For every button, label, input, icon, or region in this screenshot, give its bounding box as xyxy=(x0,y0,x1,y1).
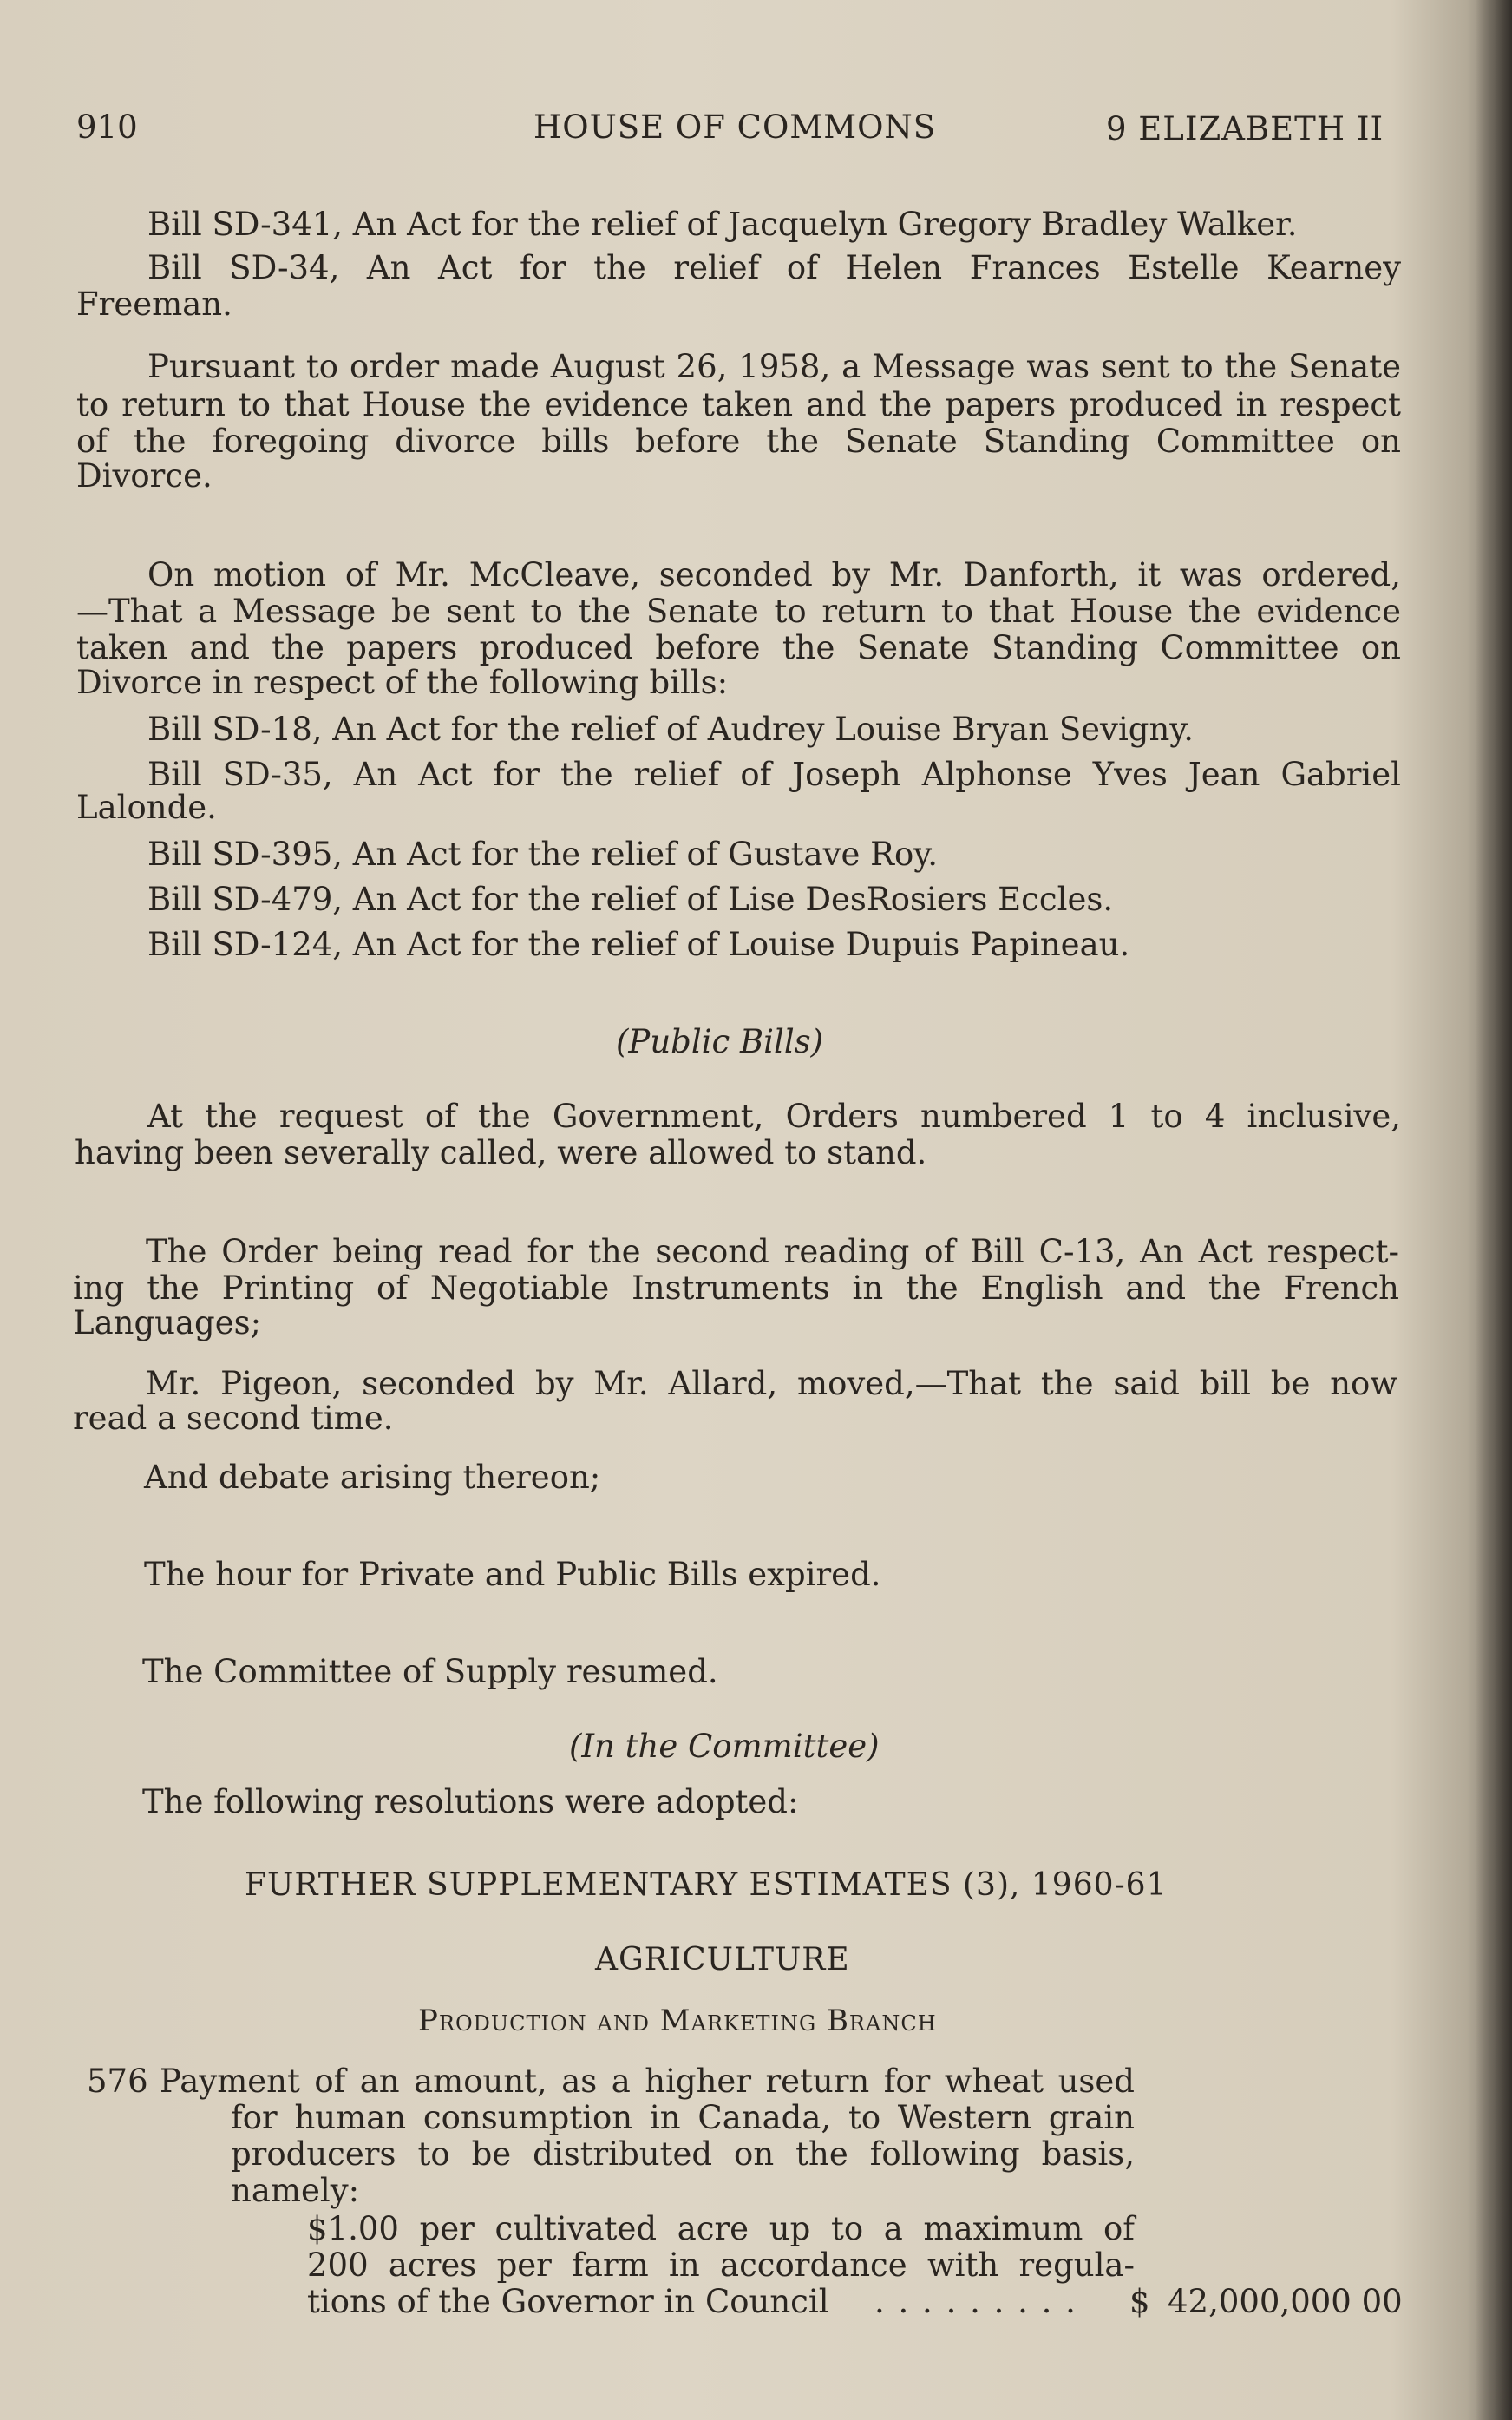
order-line-1: The Order being read for the second reading of Bill C-13, An Act respect- xyxy=(146,1233,1399,1270)
bill-sd-341: Bill SD-341, An Act for the relief of Jacquelyn Gregory Bradley Walker. xyxy=(147,206,1298,243)
committee-resumed-line: The Committee of Supply resumed. xyxy=(142,1653,718,1690)
bill-sd-34: Bill SD-34, An Act for the relief of Helen Frances Estelle Kearney xyxy=(147,249,1401,286)
vote-number: 576 xyxy=(87,2063,148,2100)
bill-sd-18: Bill SD-18, An Act for the relief of Audrey Louise Bryan Sevigny. xyxy=(147,711,1195,748)
vote-sub-line-2: 200 acres per farm in accordance with regula- xyxy=(307,2246,1135,2284)
pursuant-line-4: Divorce. xyxy=(76,457,213,495)
pigeon-line-2: read a second time. xyxy=(73,1400,394,1437)
pigeon-line-1: Mr. Pigeon, seconded by Mr. Allard, moved,—That the said bill be now xyxy=(146,1365,1397,1402)
in-committee-heading: (In the Committee) xyxy=(569,1728,880,1765)
bill-sd-479: Bill SD-479, An Act for the relief of Lise DesRosiers Eccles. xyxy=(147,881,1114,918)
department-heading: AGRICULTURE xyxy=(595,1942,850,1977)
debate-line: And debate arising thereon; xyxy=(144,1459,601,1496)
order-line-3: Languages; xyxy=(73,1304,262,1341)
vote-line-1: Payment of an amount, as a higher return for wheat used xyxy=(160,2063,1135,2100)
dot-leaders: . . . . . . . . . xyxy=(874,2283,1077,2320)
request-line-2: having been severally called, were allowed to stand. xyxy=(75,1134,927,1171)
estimates-heading: FURTHER SUPPLEMENTARY ESTIMATES (3), 1960-61 xyxy=(245,1867,1168,1903)
amount-dollar-sign: $ xyxy=(1129,2283,1150,2320)
pursuant-line-2: to return to that House the evidence taken and the papers produced in respect xyxy=(76,386,1401,423)
public-bills-heading: (Public Bills) xyxy=(616,1023,824,1060)
bill-sd-35: Bill SD-35, An Act for the relief of Joseph Alphonse Yves Jean Gabriel xyxy=(147,756,1401,793)
motion-line-2: —That a Message be sent to the Senate to return to that House the evidence xyxy=(76,593,1401,630)
bill-sd-124: Bill SD-124, An Act for the relief of Louise Dupuis Papineau. xyxy=(147,926,1130,963)
branch-heading: Production and Marketing Branch xyxy=(418,2004,937,2038)
vote-amount: 42,000,000 00 xyxy=(1168,2283,1403,2320)
bill-sd-395: Bill SD-395, An Act for the relief of Gustave Roy. xyxy=(147,836,939,873)
vote-sub-line-1: $1.00 per cultivated acre up to a maximum of xyxy=(307,2210,1135,2247)
bill-sd-35-cont: Lalonde. xyxy=(76,789,217,826)
resolutions-line: The following resolutions were adopted: xyxy=(142,1783,799,1820)
binding-shadow xyxy=(1476,0,1512,2420)
vote-line-2: for human consumption in Canada, to Western grain xyxy=(231,2099,1135,2136)
bill-sd-34-cont: Freeman. xyxy=(76,285,232,323)
pursuant-line-1: Pursuant to order made August 26, 1958, a Message was sent to the Senate xyxy=(147,348,1401,385)
order-line-2: ing the Printing of Negotiable Instruments in the English and the French xyxy=(73,1269,1399,1307)
vote-line-4: namely: xyxy=(231,2172,360,2209)
regnal-year: 9 ELIZABETH II xyxy=(1106,110,1384,148)
vote-line-3: producers to be distributed on the following basis, xyxy=(231,2135,1135,2173)
motion-line-1: On motion of Mr. McCleave, seconded by Mr. Danforth, it was ordered, xyxy=(147,556,1401,594)
pursuant-line-3: of the foregoing divorce bills before the Senate Standing Committee on xyxy=(76,423,1401,460)
motion-line-3: taken and the papers produced before the Senate Standing Committee on xyxy=(76,629,1401,666)
request-line-1: At the request of the Government, Orders numbered 1 to 4 inclusive, xyxy=(147,1098,1401,1135)
page-header-title: HOUSE OF COMMONS xyxy=(533,108,937,146)
vote-sub-line-3: tions of the Governor in Council xyxy=(307,2283,829,2320)
hour-expired-line: The hour for Private and Public Bills expired. xyxy=(144,1556,881,1593)
page-number: 910 xyxy=(76,108,138,146)
motion-line-4: Divorce in respect of the following bills: xyxy=(76,664,729,701)
